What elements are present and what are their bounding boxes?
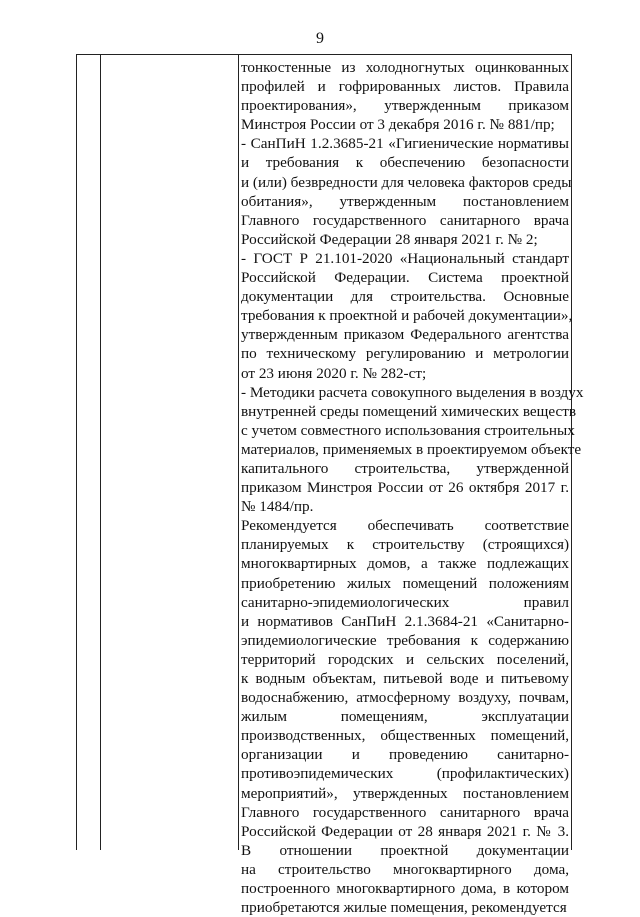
text-line: приобретению жилых помещений положениям [241, 574, 569, 592]
text-line: по техническому регулированию и метрологии [241, 345, 569, 363]
text-line: Российской Федерации. Система проектной [241, 269, 569, 287]
text-line: Минстроя России от 3 декабря 2016 г. № 881/пр; [241, 116, 555, 134]
text-line: приказом Минстроя России от 26 октября 2017 г. [241, 479, 569, 497]
text-line: организации и проведению санитарно- [241, 746, 569, 764]
text-line: планируемых к строительству (строящихся) [241, 536, 569, 554]
text-line: от 23 июня 2020 г. № 282-ст; [241, 364, 427, 382]
text-line: приобретаются жилые помещения, рекомендуется [241, 899, 567, 917]
text-line: Российской Федерации 28 января 2021 г. № 2; [241, 230, 538, 248]
text-line: и требования к обеспечению безопасности [241, 154, 569, 172]
text-line: Рекомендуется обеспечивать соответствие [241, 517, 569, 535]
text-line: № 1484/пр. [241, 498, 314, 516]
text-line: - СанПиН 1.2.3685-21 «Гигиенические нормативы [241, 135, 569, 153]
text-line: материалов, применяемых в проектируемом объекте [241, 440, 582, 458]
text-line: жилым помещениям, эксплуатации [241, 708, 569, 726]
text-line: - Методики расчета совокупного выделения в воздух [241, 383, 584, 401]
text-line: обитания», утвержденным постановлением [241, 192, 569, 210]
text-line: производственных, общественных помещений, [241, 727, 569, 745]
text-line: водоснабжению, атмосферному воздуху, почвам, [241, 689, 569, 707]
text-line: Главного государственного санитарного врача [241, 803, 569, 821]
text-line: профилей и гофрированных листов. Правила [241, 78, 569, 96]
text-line: эпидемиологические требования к содержанию [241, 631, 569, 649]
page-number: 9 [316, 30, 324, 47]
text-line: требования к проектной и рабочей документации», [241, 307, 573, 325]
text-line: В отношении проектной документации [241, 841, 569, 859]
text-line: документации для строительства. Основные [241, 288, 569, 306]
text-line: территорий городских и сельских поселений, [241, 650, 569, 668]
recommendations-cell-text [241, 58, 584, 917]
text-line: и нормативов СанПиН 2.1.3684-21 «Санитарно- [241, 612, 569, 630]
text-line: к водным объектам, питьевой воде и питьевому [241, 670, 569, 687]
text-line: капитального строительства, утвержденной [241, 459, 569, 477]
text-line: - ГОСТ Р 21.101-2020 «Национальный стандарт [241, 249, 569, 267]
text-line: построенного многоквартирного дома, в котором [241, 880, 569, 898]
text-line: проектирования», утвержденным приказом [241, 97, 569, 115]
text-line: многоквартирных домов, а также подлежащих [241, 555, 569, 573]
text-line: с учетом совместного использования строительных [241, 421, 575, 439]
text-line: утвержденным приказом Федерального агентства [241, 326, 569, 344]
column-divider-2 [238, 55, 239, 850]
text-line: внутренней среды помещений химических веществ [241, 402, 577, 420]
text-line: санитарно-эпидемиологических правил [241, 593, 569, 611]
column-divider-1 [100, 55, 101, 850]
text-line: противоэпидемических (профилактических) [241, 765, 569, 783]
text-line: на строительство многоквартирного дома, [241, 860, 569, 878]
text-line: мероприятий», утвержденных постановлением [241, 784, 569, 802]
text-line: Главного государственного санитарного врача [241, 211, 569, 229]
text-line: тонкостенные из холодногнутых оцинкованных [241, 59, 569, 76]
text-line: Российской Федерации от 28 января 2021 г. № 3. [241, 822, 569, 840]
text-line: и (или) безвредности для человека факторов среды [241, 173, 572, 191]
